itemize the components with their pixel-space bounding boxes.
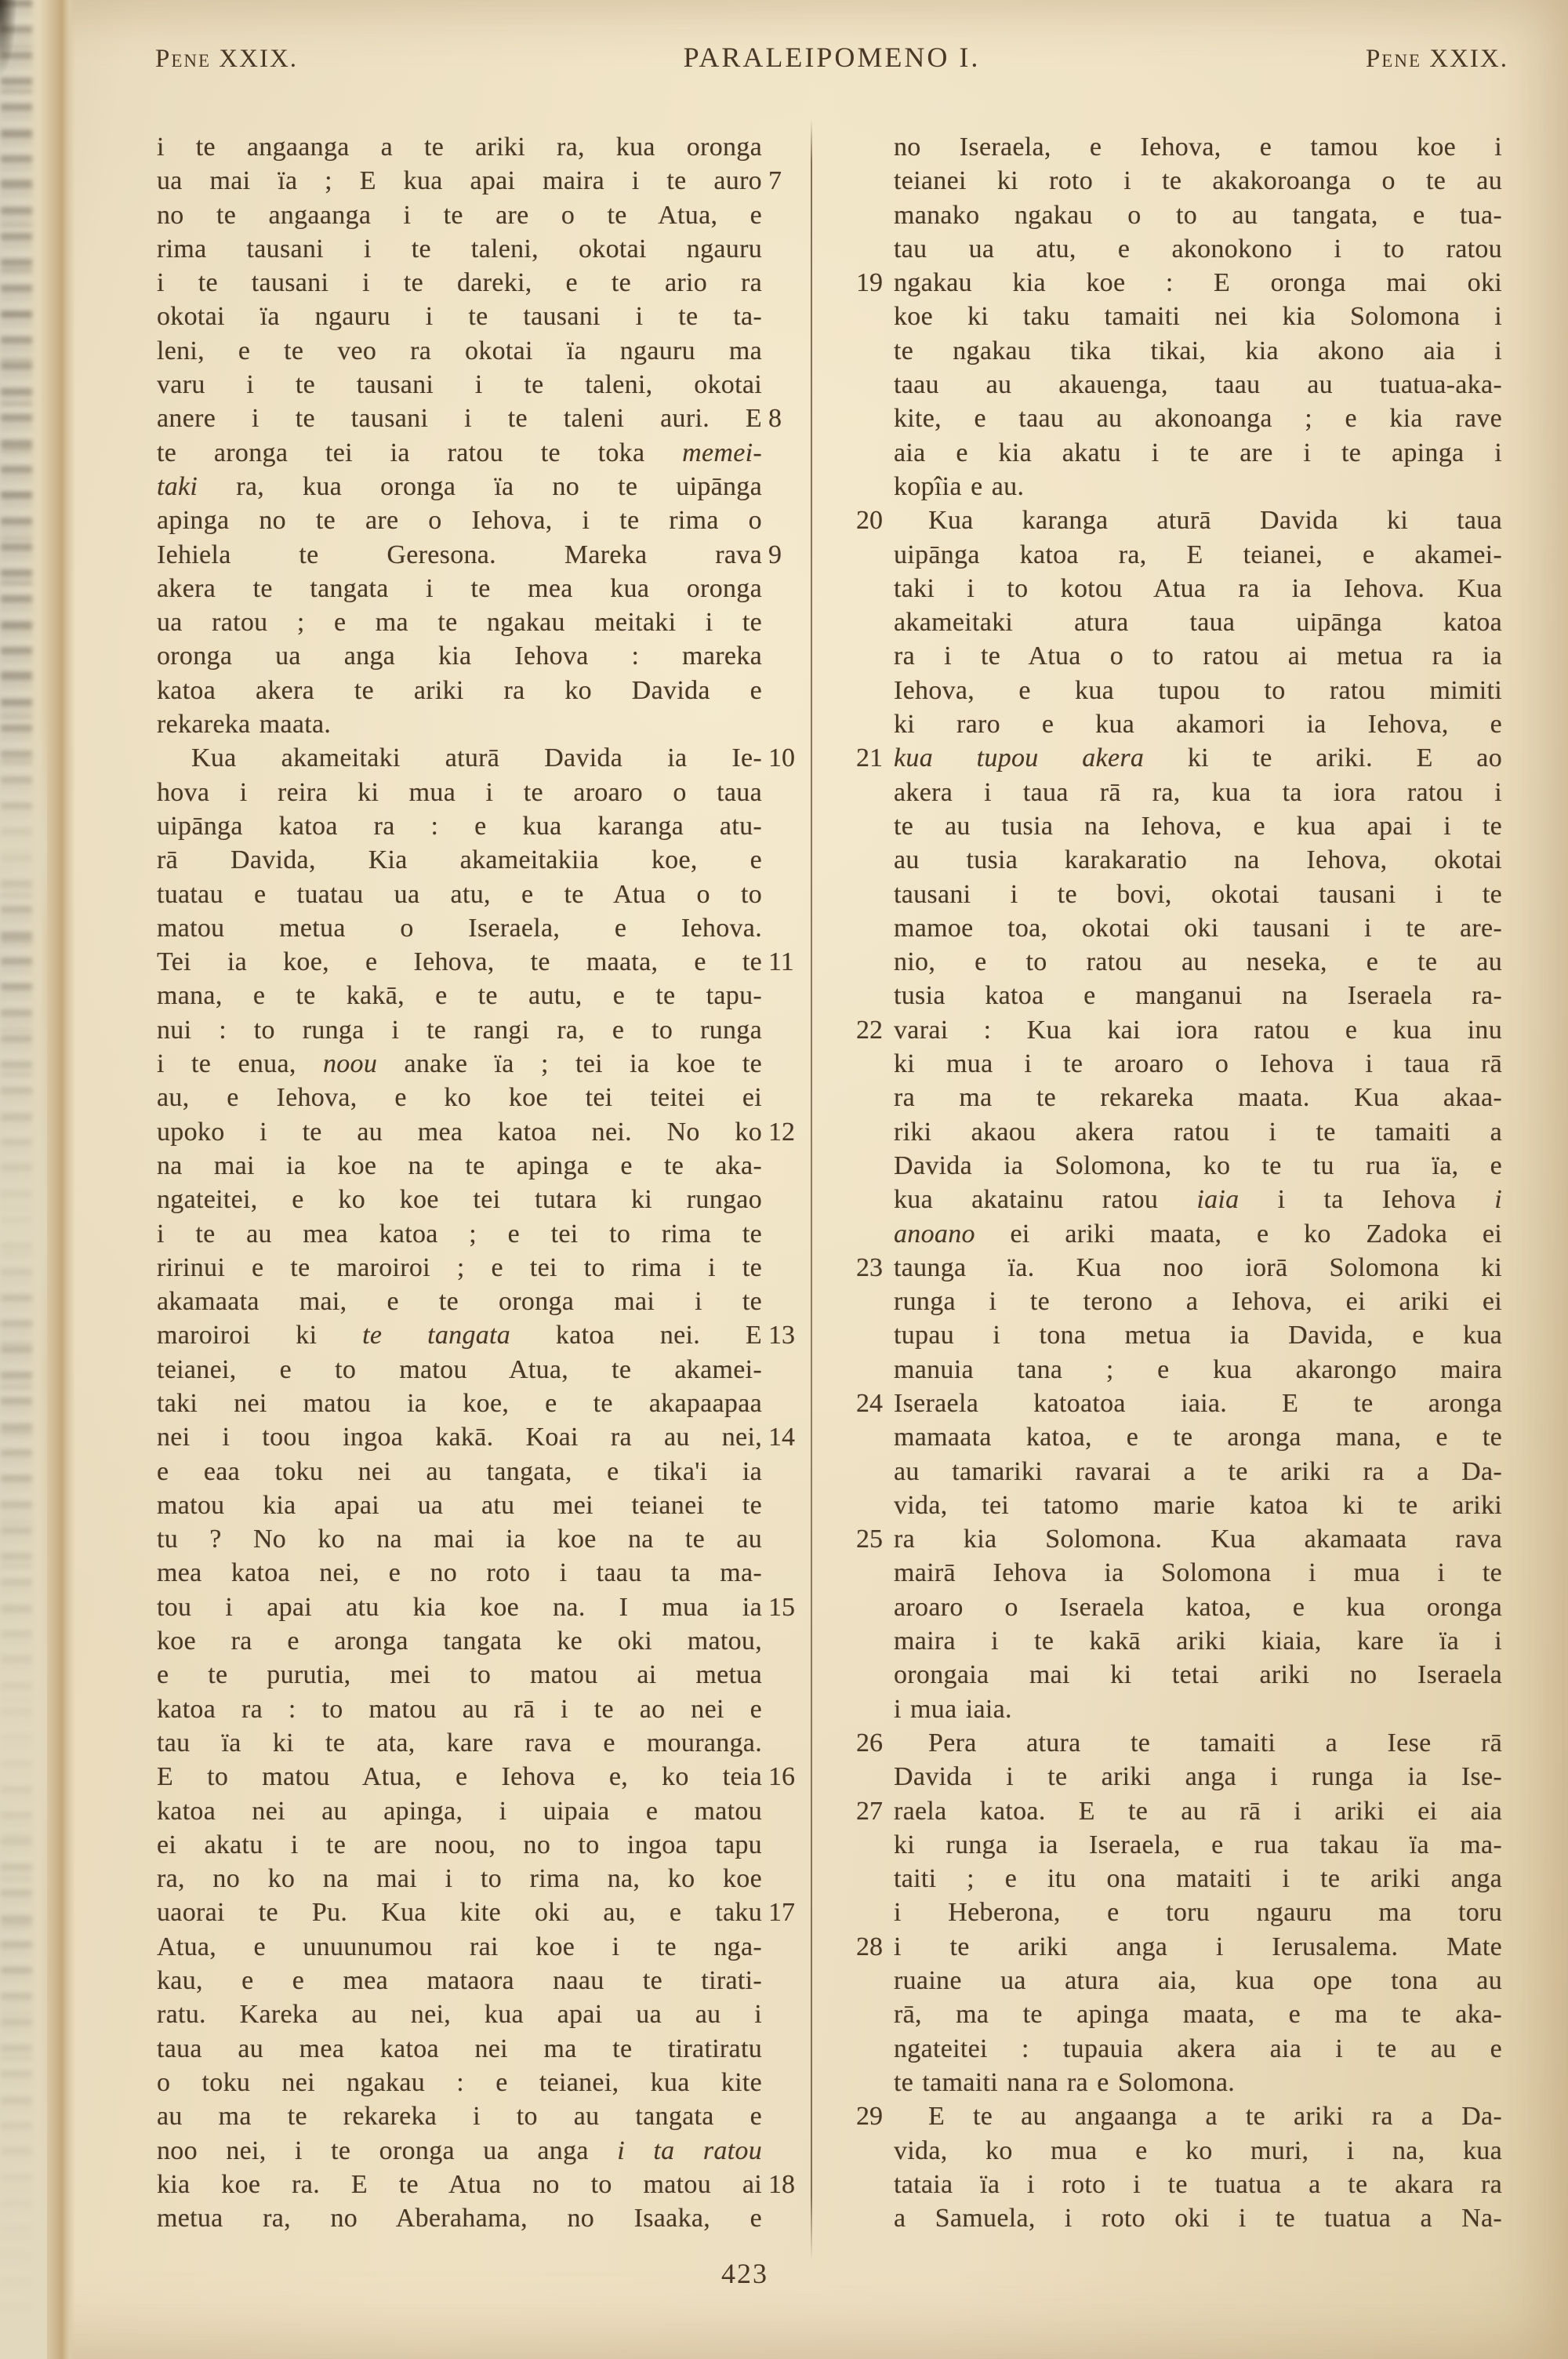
verse-text: akera te tangata i te mea kua oronga — [157, 573, 762, 603]
verse-text: varai : Kua kai iora ratou e kua inu — [894, 1015, 1502, 1045]
verse-number: 16 — [768, 1762, 795, 1792]
text-line — [831, 1590, 1502, 1624]
verse-text: e te purutia, mei to matou ai metua — [157, 1660, 762, 1690]
verse-number: 25 — [856, 1525, 883, 1554]
text-line — [157, 1047, 801, 1081]
verse-text: Kua akameitaki aturā Davida ia Ie- — [191, 743, 762, 773]
text-line — [157, 572, 801, 605]
verse-number: 23 — [856, 1252, 883, 1282]
text-line — [157, 503, 801, 537]
verse-text: leni, e te veo ra okotai ïa ngauru ma — [157, 336, 762, 365]
verse-number: 28 — [856, 1932, 883, 1961]
verse-text: runga i te terono a Iehova, ei ariki ei — [894, 1287, 1502, 1317]
text-line — [831, 1488, 1502, 1522]
verse-text: te aronga tei ia ratou te toka memei- — [157, 438, 762, 467]
text-line — [831, 503, 1502, 537]
text-line — [831, 1318, 1502, 1352]
column-divider — [811, 119, 812, 2260]
verse-text: hova i reira ki mua i te aroaro o taua — [157, 777, 762, 807]
verse-text: taki nei matou ia koe, e te akapaapaa — [157, 1388, 762, 1418]
text-line — [831, 1047, 1502, 1081]
text-line — [157, 538, 801, 572]
text-line — [831, 1794, 1502, 1828]
verse-number: 21 — [856, 743, 883, 773]
verse-text: uipānga katoa ra, E teianei, e akamei- — [894, 540, 1502, 569]
verse-text: ki runga ia Iseraela, e rua takau ïa ma- — [894, 1830, 1502, 1859]
verse-number: 18 — [768, 2169, 795, 2199]
verse-text: i te enua, noou anake ïa ; tei ia koe te — [157, 1049, 763, 1079]
verse-text: Tei ia koe, e Iehova, te maata, e te — [157, 947, 762, 977]
verse-text: rekareka maata. — [157, 710, 332, 740]
text-line — [831, 1828, 1502, 1862]
verse-text: oronga ua anga kia Iehova : mareka — [157, 642, 762, 671]
verse-text: tau ua atu, e akonokono i to ratou — [894, 234, 1502, 264]
text-line — [831, 1692, 1502, 1726]
text-line — [831, 436, 1502, 470]
text-line — [157, 911, 801, 945]
verse-text: E te au angaanga a te ariki ra a Da- — [928, 2102, 1502, 2132]
text-line — [831, 1455, 1502, 1488]
verse-number: 12 — [768, 1117, 795, 1147]
verse-text: akamaata mai, e te oronga mai i te — [157, 1287, 762, 1317]
text-line — [157, 2134, 801, 2168]
verse-number: 15 — [768, 1592, 795, 1622]
page-heading: PARALEIPOMENO I. — [683, 42, 981, 73]
text-line — [831, 1658, 1502, 1692]
verse-text: maroiroi ki te tangata katoa nei. E — [157, 1321, 762, 1350]
text-line — [831, 776, 1502, 809]
verse-text: ra ma te rekareka maata. Kua akaa- — [894, 1083, 1502, 1113]
text-line — [831, 2032, 1502, 2066]
text-line — [831, 1217, 1502, 1251]
text-line — [831, 1285, 1502, 1318]
verse-number: 27 — [856, 1796, 883, 1826]
verse-text: i te tausani i te dareki, e te ario ra — [157, 268, 762, 298]
text-line — [157, 776, 801, 809]
text-line — [831, 1862, 1502, 1896]
verse-number: 11 — [768, 947, 794, 977]
verse-text: au tusia karakaratio na Iehova, okotai — [894, 845, 1502, 875]
verse-text: ki mua i te aroaro o Iehova i taua rā — [894, 1049, 1502, 1079]
text-line — [831, 639, 1502, 673]
text-line — [831, 605, 1502, 639]
verse-text: ruaine ua atura aia, kua ope tona au — [894, 1966, 1502, 1996]
verse-text: kite, e taau au akonoanga ; e kia rave — [894, 404, 1502, 434]
verse-text: ei akatu i te are noou, no to ingoa tapu — [157, 1830, 762, 1859]
text-line — [157, 1387, 801, 1420]
text-line — [831, 1624, 1502, 1658]
verse-number: 24 — [856, 1388, 883, 1418]
verse-text: nei i toou ingoa kakā. Koai ra au nei, — [157, 1423, 762, 1452]
text-line — [157, 1794, 801, 1828]
verse-text: katoa nei au apinga, i uipaia e matou — [157, 1796, 762, 1826]
verse-text: i te ariki anga i Ierusalema. Mate — [894, 1932, 1502, 1961]
text-line — [831, 164, 1502, 198]
text-line — [157, 639, 801, 673]
verse-text: mana, e te kakā, e te autu, e te tapu- — [157, 981, 762, 1011]
text-line — [831, 470, 1502, 503]
text-line — [157, 1522, 801, 1556]
verse-text: mea katoa nei, e no roto i taau ta ma- — [157, 1558, 762, 1588]
verse-number: 19 — [856, 268, 883, 298]
verse-text: a Samuela, i roto oki i te tuatua a Na- — [894, 2204, 1502, 2234]
text-line — [157, 1149, 801, 1183]
verse-text: matou metua o Iseraela, e Iehova. — [157, 913, 762, 943]
text-line — [831, 2066, 1502, 2099]
verse-text: raela katoa. E te au rā i ariki ei aia — [894, 1796, 1502, 1826]
text-line — [157, 130, 801, 164]
verse-text: au ma te rekareka i to au tangata e — [157, 2102, 762, 2132]
verse-text: tuatau e tuatau ua atu, e te Atua o to — [157, 879, 762, 909]
verse-text: mairā Iehova ia Solomona i mua i te — [894, 1558, 1502, 1588]
verse-text: manuia tana ; e kua akarongo maira — [894, 1354, 1502, 1384]
text-line — [157, 1013, 801, 1047]
verse-text: maira i te kakā ariki kiaia, kare ïa i — [894, 1627, 1502, 1656]
text-line — [157, 266, 801, 300]
text-line — [831, 1081, 1502, 1114]
text-line — [831, 266, 1502, 300]
verse-number: 17 — [768, 1898, 795, 1928]
text-line — [831, 300, 1502, 333]
verse-text: manako ngakau o to au tangata, e tua- — [894, 200, 1502, 230]
running-head — [155, 41, 1508, 74]
text-line — [831, 1997, 1502, 2031]
verse-text: ngateitei, e ko koe tei tutara ki rungao — [157, 1185, 762, 1215]
text-line — [157, 1217, 801, 1251]
verse-text: Pera atura te tamaiti a Iese rā — [928, 1728, 1502, 1757]
verse-text: ua ratou ; e ma te ngakau meitaki i te — [157, 608, 762, 638]
text-line — [157, 2099, 801, 2133]
text-line — [157, 878, 801, 911]
text-line — [157, 334, 801, 368]
text-line — [157, 1862, 801, 1896]
text-line — [157, 1726, 801, 1760]
text-line — [157, 809, 801, 843]
verse-number: 14 — [768, 1423, 795, 1452]
verse-number: 9 — [768, 540, 782, 569]
verse-text: te ngakau tika tikai, kia akono aia i — [894, 336, 1502, 365]
text-line — [831, 1930, 1502, 1964]
verse-text: tupau i tona metua ia Davida, e kua — [894, 1321, 1502, 1350]
verse-text: o toku nei ngakau : e teianei, kua kite — [157, 2067, 762, 2097]
verse-text: ngateitei : tupauia akera aia i te au e — [894, 2034, 1502, 2063]
verse-text: katoa akera te ariki ra ko Davida e — [157, 675, 762, 705]
text-line — [157, 1930, 801, 1964]
verse-number: 22 — [856, 1015, 883, 1045]
verse-text: tusia katoa e manganui na Iseraela ra- — [894, 981, 1502, 1011]
text-line — [831, 1353, 1502, 1387]
text-line — [831, 334, 1502, 368]
left-column — [157, 130, 801, 2235]
text-line — [157, 605, 801, 639]
verse-text: taki ra, kua oronga ïa no te uipānga — [157, 471, 762, 501]
text-line — [157, 232, 801, 266]
text-line — [157, 1183, 801, 1216]
text-line — [831, 809, 1502, 843]
verse-text: katoa ra : to matou au rā i te ao nei e — [157, 1694, 762, 1724]
text-line — [157, 1115, 801, 1149]
verse-text: tataia ïa i roto i te tuatua a te akara ra — [894, 2169, 1502, 2199]
verse-text: kia koe ra. E te Atua no to matou ai — [157, 2169, 762, 2199]
verse-text: i te au mea katoa ; e tei to rima te — [157, 1219, 762, 1249]
verse-text: taua au mea katoa nei ma te tiratiratu — [157, 2034, 762, 2063]
verse-text: nui : to runga i te rangi ra, e to runga — [157, 1015, 762, 1045]
verse-text: aia e kia akatu i te are i te apinga i — [894, 438, 1502, 467]
text-line — [157, 1285, 801, 1318]
text-line — [831, 1896, 1502, 1929]
verse-text: metua ra, no Aberahama, no Isaaka, e — [157, 2204, 762, 2234]
text-line — [157, 300, 801, 333]
verse-text: kau, e e mea mataora naau te tirati- — [157, 1966, 762, 1996]
text-line — [831, 1760, 1502, 1794]
verse-text: ra i te Atua o to ratou ai metua ra ia — [894, 642, 1502, 671]
text-line — [831, 741, 1502, 775]
text-line — [157, 1353, 801, 1387]
text-line — [831, 198, 1502, 232]
verse-text: i Heberona, e toru ngauru ma toru — [894, 1898, 1502, 1928]
gutter-shading — [0, 0, 47, 2359]
text-line — [831, 707, 1502, 741]
verse-text: orongaia mai ki tetai ariki no Iseraela — [894, 1660, 1502, 1690]
text-line — [831, 1964, 1502, 1997]
verse-text: uipānga katoa ra : e kua karanga atu- — [157, 811, 762, 841]
text-line — [831, 674, 1502, 707]
text-line — [157, 843, 801, 877]
verse-text: uaorai te Pu. Kua kite oki au, e taku — [157, 1898, 762, 1928]
text-line — [157, 1318, 801, 1352]
verse-text: teianei, e to matou Atua, te akamei- — [157, 1354, 762, 1384]
text-line — [157, 707, 801, 741]
text-line — [157, 1828, 801, 1862]
text-line — [157, 2032, 801, 2066]
verse-text: ririnui e te maroiroi ; e tei to rima i te — [157, 1252, 762, 1282]
verse-text: Atua, e unuunumou rai koe i te nga- — [157, 1932, 762, 1961]
text-line — [157, 368, 801, 402]
text-line — [157, 741, 801, 775]
verse-text: rima tausani i te taleni, okotai ngauru — [157, 234, 762, 264]
text-line — [157, 2066, 801, 2099]
text-line — [157, 1251, 801, 1285]
text-line — [831, 2099, 1502, 2133]
running-head-left: Pene XXIX. — [155, 45, 299, 73]
verse-text: te au tusia na Iehova, e kua apai i te — [894, 811, 1502, 841]
verse-text: ratu. Kareka au nei, kua apai ua au i — [157, 2000, 762, 2030]
text-line — [157, 1964, 801, 1997]
verse-text: taiti ; e itu ona mataiti i te ariki anga — [894, 1864, 1502, 1894]
text-line — [157, 1896, 801, 1929]
text-line — [831, 368, 1502, 402]
verse-text: rā, ma te apinga maata, e ma te aka- — [894, 2000, 1502, 2030]
text-line — [831, 572, 1502, 605]
verse-text: taunga ïa. Kua noo iorā Solomona ki — [894, 1252, 1502, 1282]
verse-number: 8 — [768, 404, 782, 434]
verse-text: aroaro o Iseraela katoa, e kua oronga — [894, 1592, 1502, 1622]
text-line — [157, 2168, 801, 2201]
verse-text: Davida ia Solomona, ko te tu rua ïa, e — [894, 1150, 1502, 1180]
text-line — [157, 1556, 801, 1590]
binding-shadow — [0, 0, 20, 110]
verse-text: mamoe toa, okotai oki tausani i te are- — [894, 913, 1502, 943]
page-number: 423 — [721, 2258, 768, 2289]
verse-text: Iseraela katoatoa iaia. E te aronga — [894, 1388, 1502, 1418]
verse-text: e eaa toku nei au tangata, e tika'i ia — [157, 1456, 762, 1486]
verse-text: riki akaou akera ratou i te tamaiti a — [894, 1117, 1502, 1147]
text-line — [831, 2168, 1502, 2201]
verse-text: na mai ia koe na te apinga e te aka- — [157, 1150, 762, 1180]
verse-text: ngakau kia koe : E oronga mai oki — [894, 268, 1502, 298]
text-line — [157, 2201, 801, 2235]
text-line — [157, 1760, 801, 1794]
verse-text: i mua iaia. — [894, 1694, 1012, 1724]
text-line — [831, 878, 1502, 911]
verse-text: vida, tei tatomo marie katoa ki te ariki — [894, 1490, 1502, 1520]
verse-text: tausani i te bovi, okotai tausani i te — [894, 879, 1502, 909]
text-line — [157, 470, 801, 503]
text-line — [157, 1997, 801, 2031]
book-gutter — [0, 0, 75, 2359]
verse-text: teianei ki roto i te akakoroanga o te au — [894, 166, 1502, 196]
text-line — [157, 164, 801, 198]
text-line — [831, 538, 1502, 572]
verse-text: upoko i te au mea katoa nei. No ko — [157, 1117, 762, 1147]
text-line — [831, 232, 1502, 266]
verse-text: Iehiela te Geresona. Mareka rava — [157, 540, 762, 569]
verse-text: te tamaiti nana ra e Solomona. — [894, 2067, 1236, 2097]
verse-text: au, e Iehova, e ko koe tei teitei ei — [157, 1083, 762, 1113]
text-line — [157, 1692, 801, 1726]
text-line — [831, 1013, 1502, 1047]
verse-text: akameitaki atura taua uipānga katoa — [894, 608, 1502, 638]
text-line — [157, 979, 801, 1012]
verse-text: matou kia apai ua atu mei teianei te — [157, 1490, 762, 1520]
verse-number: 7 — [768, 166, 782, 196]
text-line — [831, 130, 1502, 164]
text-line — [157, 1488, 801, 1522]
verse-text: anere i te tausani i te taleni auri. E — [157, 404, 762, 434]
verse-text: varu i te tausani i te taleni, okotai — [157, 370, 762, 400]
verse-text: au tamariki ravarai a te ariki ra a Da- — [894, 1456, 1502, 1486]
text-line — [831, 1183, 1502, 1216]
verse-text: kua tupou akera ki te ariki. E ao — [894, 743, 1502, 773]
verse-text: okotai ïa ngauru i te tausani i te ta- — [157, 302, 762, 332]
text-line — [831, 843, 1502, 877]
verse-text: tau ïa ki te ata, kare rava e mouranga. — [157, 1728, 762, 1757]
verse-text: Davida i te ariki anga i runga ia Ise- — [894, 1762, 1502, 1792]
text-line — [157, 402, 801, 435]
verse-text: noo nei, i te oronga ua anga i ta ratou — [157, 2135, 762, 2165]
text-line — [157, 1590, 801, 1624]
verse-text: taau au akauenga, taau au tuatua-aka- — [894, 370, 1502, 400]
verse-text: koe ra e aronga tangata ke oki matou, — [157, 1627, 762, 1656]
verse-text: kopîia e au. — [894, 471, 1025, 501]
text-line — [157, 436, 801, 470]
verse-number: 20 — [856, 506, 883, 536]
verse-text: i te angaanga a te ariki ra, kua oronga — [157, 133, 762, 162]
text-line — [157, 1455, 801, 1488]
text-line — [157, 674, 801, 707]
text-line — [831, 1420, 1502, 1454]
verse-number: 29 — [856, 2102, 883, 2132]
text-line — [157, 1081, 801, 1114]
text-line — [831, 1726, 1502, 1760]
verse-text: no te angaanga i te are o te Atua, e — [157, 200, 762, 230]
verse-text: ra kia Solomona. Kua akamaata rava — [894, 1525, 1502, 1554]
text-line — [831, 1522, 1502, 1556]
verse-text: Kua karanga aturā Davida ki taua — [928, 506, 1502, 536]
text-block — [157, 130, 1502, 2235]
text-line — [831, 1115, 1502, 1149]
verse-text: kua akatainu ratou iaia i ta Iehova i — [894, 1185, 1502, 1215]
text-line — [831, 1251, 1502, 1285]
verse-text: no Iseraela, e Iehova, e tamou koe i — [894, 133, 1502, 162]
verse-text: koe ki taku tamaiti nei kia Solomona i — [894, 302, 1502, 332]
verse-text: mamaata katoa, e te aronga mana, e te — [894, 1423, 1502, 1452]
text-line — [157, 1420, 801, 1454]
verse-number: 26 — [856, 1728, 883, 1757]
verse-text: ua mai ïa ; E kua apai maira i te auro — [157, 166, 762, 196]
text-line — [157, 1624, 801, 1658]
text-line — [831, 402, 1502, 435]
text-line — [831, 1387, 1502, 1420]
text-line — [831, 2134, 1502, 2168]
text-line — [157, 1658, 801, 1692]
verse-text: ki raro e kua akamori ia Iehova, e — [894, 710, 1502, 740]
text-line — [831, 945, 1502, 979]
verse-number: 10 — [768, 743, 795, 773]
verse-text: akera i taua rā ra, kua ta iora ratou i — [894, 777, 1502, 807]
verse-text: E to matou Atua, e Iehova e, ko teia — [157, 1762, 762, 1792]
text-line — [831, 1149, 1502, 1183]
text-line — [157, 198, 801, 232]
text-line — [157, 945, 801, 979]
verse-text: Iehova, e kua tupou to ratou mimiti — [894, 675, 1502, 705]
verse-text: tu ? No ko na mai ia koe na te au — [157, 1525, 762, 1554]
verse-text: tou i apai atu kia koe na. I mua ia — [157, 1592, 762, 1622]
running-head-right: Pene XXIX. — [1365, 45, 1508, 73]
verse-text: apinga no te are o Iehova, i te rima o — [157, 506, 762, 536]
text-line — [831, 911, 1502, 945]
verse-text: rā Davida, Kia akameitakiia koe, e — [157, 845, 762, 875]
verse-text: anoano ei ariki maata, e ko Zadoka ei — [894, 1219, 1502, 1249]
text-line — [831, 2201, 1502, 2235]
verse-text: nio, e to ratou au neseka, e te au — [894, 947, 1502, 977]
right-column — [831, 130, 1502, 2235]
verse-text: ra, no ko na mai i to rima na, ko koe — [157, 1864, 762, 1894]
verse-text: vida, ko mua e ko muri, i na, kua — [894, 2135, 1502, 2165]
verse-number: 13 — [768, 1321, 795, 1350]
text-line — [831, 979, 1502, 1012]
verse-text: taki i to kotou Atua ra ia Iehova. Kua — [894, 573, 1502, 603]
text-line — [831, 1556, 1502, 1590]
